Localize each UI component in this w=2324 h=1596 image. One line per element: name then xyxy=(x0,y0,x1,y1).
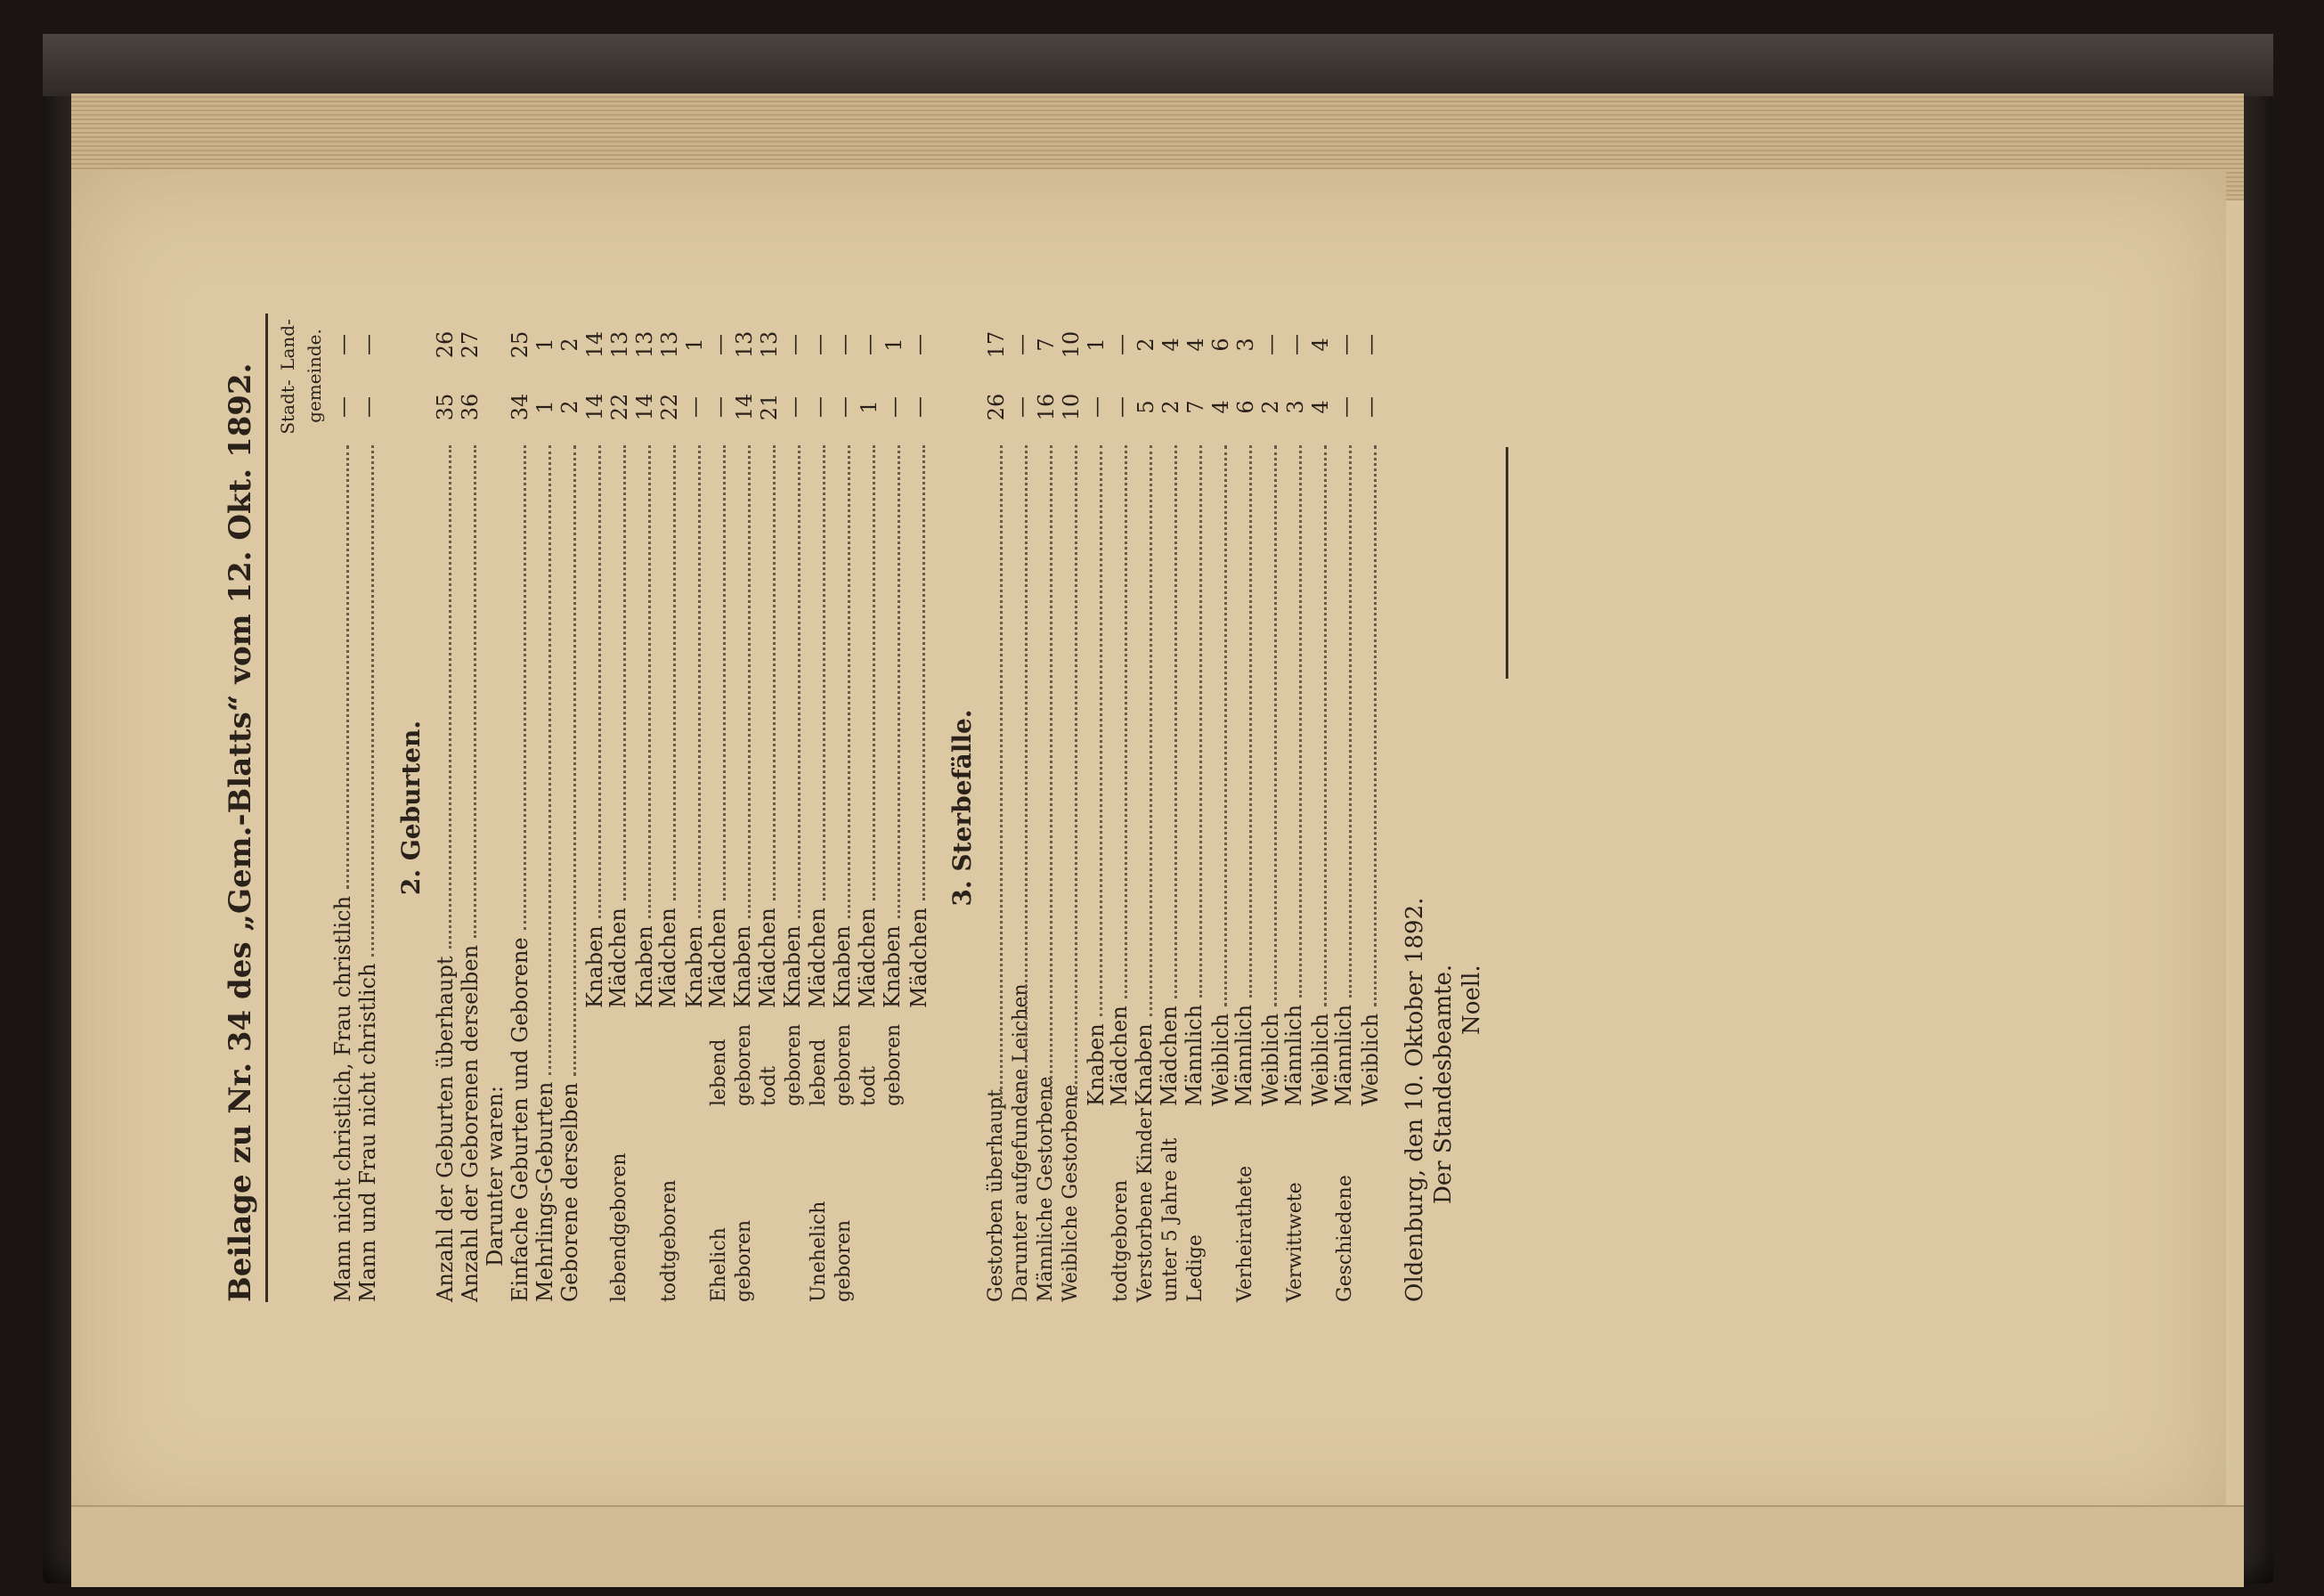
value-stadt: 6 xyxy=(1233,400,1258,414)
table-row xyxy=(632,314,657,1302)
section-deaths-title: 3. Sterbefälle. xyxy=(947,709,977,907)
value-stadt: 22 xyxy=(607,393,632,421)
row-label xyxy=(855,908,882,1302)
value-stadt: — xyxy=(330,396,355,418)
value-land: — xyxy=(1109,334,1134,355)
signature-date: Oldenburg, den 10. Oktober 1892. xyxy=(1402,897,1428,1302)
value-stadt: 26 xyxy=(984,393,1009,421)
row-subgroup-label: todt xyxy=(857,1065,880,1106)
value-stadt: 10 xyxy=(1059,393,1084,421)
row-item-label: Anzahl der Geborenen derselben xyxy=(458,944,483,1302)
value-land: 13 xyxy=(657,330,682,359)
value-land: 1 xyxy=(682,338,707,352)
dot-leader xyxy=(1299,445,1302,998)
table-row xyxy=(782,314,807,1302)
value-stadt: 22 xyxy=(657,393,682,421)
table-row xyxy=(707,314,732,1302)
row-label xyxy=(906,908,931,1302)
value-stadt: 35 xyxy=(433,393,458,421)
dot-leader xyxy=(1324,445,1327,1006)
row-item-label: Mann nicht christlich, Frau christlich xyxy=(330,895,355,1302)
row-group-label: Verheirathete xyxy=(1234,1165,1256,1302)
value-land: 25 xyxy=(508,330,532,359)
dot-leader xyxy=(698,445,701,918)
row-label xyxy=(682,925,707,1302)
value-stadt: — xyxy=(1358,396,1383,418)
row-group-label: Weibliche Gestorbene xyxy=(1060,1084,1082,1302)
row-item-label: Knaben xyxy=(880,925,905,1008)
row-label xyxy=(830,925,857,1302)
value-land: — xyxy=(1283,334,1308,355)
value-stadt: — xyxy=(355,396,380,418)
value-land: 13 xyxy=(732,330,757,359)
row-label xyxy=(508,937,532,1302)
value-land: 14 xyxy=(582,330,607,359)
row-group-label: Ledige xyxy=(1184,1234,1207,1302)
dot-leader xyxy=(449,445,451,949)
row-item-label: Mädchen xyxy=(755,908,780,1008)
dot-leader xyxy=(598,445,601,918)
value-land: — xyxy=(1358,334,1383,355)
value-stadt: 14 xyxy=(582,393,607,421)
row-item-label: Männlich xyxy=(1331,1004,1356,1106)
value-stadt: 3 xyxy=(1283,400,1308,414)
value-land: 6 xyxy=(1208,338,1233,352)
table-row xyxy=(1158,314,1183,1302)
value-stadt: 36 xyxy=(458,393,483,421)
value-stadt: — xyxy=(1084,396,1109,418)
dot-leader xyxy=(1224,445,1227,1006)
row-label xyxy=(755,908,782,1302)
row-item-label: Mädchen xyxy=(906,908,931,1008)
value-stadt: 2 xyxy=(1158,400,1183,414)
row-label xyxy=(632,925,657,1302)
row-label xyxy=(1157,1006,1183,1302)
row-label xyxy=(1208,1014,1233,1302)
dot-leader xyxy=(1050,445,1052,1099)
row-subgroup-label: geboren xyxy=(833,1023,855,1106)
table-row xyxy=(682,314,707,1302)
row-subgroup-label: geboren xyxy=(783,1023,805,1106)
value-stadt: 16 xyxy=(1034,393,1059,421)
signature-office: Der Standesbeamte. xyxy=(1430,964,1457,1204)
row-group-label: geboren xyxy=(833,1219,855,1302)
value-stadt: 1 xyxy=(532,400,557,414)
value-land: 1 xyxy=(1084,338,1109,352)
value-land: — xyxy=(1009,334,1034,355)
dot-leader xyxy=(823,445,825,900)
row-item-label: Weiblich xyxy=(1208,1013,1233,1106)
row-group-label: unter 5 Jahre alt xyxy=(1159,1137,1182,1302)
row-item-label: Mädchen xyxy=(805,908,830,1008)
table-row xyxy=(657,314,682,1302)
row-item-label: Mädchen xyxy=(1107,1006,1132,1106)
value-stadt: — xyxy=(707,396,732,418)
value-stadt: 1 xyxy=(857,400,882,414)
dot-leader xyxy=(1075,445,1077,1099)
row-group-label: Geschiedene xyxy=(1334,1175,1356,1302)
dot-leader xyxy=(748,445,751,918)
row-item-label: Knaben xyxy=(682,925,707,1008)
page-header: Beilage zu Nr. 34 des „Gem.-Blatts“ vom 12. Okt. 1892. xyxy=(223,314,268,1302)
section-births-title: 2. Geburten. xyxy=(396,720,426,896)
row-item-label: Männlich xyxy=(1182,1004,1207,1106)
table-row xyxy=(1059,314,1084,1302)
value-land: — xyxy=(1258,334,1283,355)
row-label xyxy=(330,896,355,1302)
dot-leader xyxy=(1249,445,1252,998)
dot-leader xyxy=(524,445,526,930)
darunter-label: Darunter waren: xyxy=(483,1086,508,1266)
row-group-label: Verstorbene Kinder xyxy=(1134,1108,1157,1302)
row-item-label: Mädchen xyxy=(705,908,730,1008)
value-stadt: 5 xyxy=(1134,400,1158,414)
table-row xyxy=(1283,314,1308,1302)
table-row xyxy=(1034,314,1059,1302)
value-land: 27 xyxy=(458,330,483,359)
row-item-label: Männlich xyxy=(1281,1004,1306,1106)
table-row xyxy=(433,314,458,1302)
dot-leader xyxy=(1174,445,1177,998)
row-label xyxy=(1007,983,1034,1302)
document-body xyxy=(223,314,1508,1302)
deaths-rows xyxy=(984,314,1383,1302)
row-label xyxy=(982,1089,1009,1302)
row-label xyxy=(1132,1023,1158,1302)
value-land: 2 xyxy=(557,338,582,352)
births-rows-2 xyxy=(508,314,582,1302)
dot-leader xyxy=(1349,445,1352,998)
table-row xyxy=(1233,314,1258,1302)
value-land: 4 xyxy=(1308,338,1333,352)
value-land: 13 xyxy=(607,330,632,359)
dot-leader xyxy=(798,445,800,918)
value-land: — xyxy=(782,334,807,355)
row-item-label: Weiblich xyxy=(1358,1013,1383,1106)
value-stadt: — xyxy=(832,396,857,418)
row-item-label: Weiblich xyxy=(1258,1013,1283,1106)
row-group-label: todtgeboren xyxy=(1109,1179,1132,1302)
row-item-label: Männlich xyxy=(1231,1004,1256,1106)
value-land: — xyxy=(857,334,882,355)
row-label xyxy=(1084,1023,1109,1302)
row-item-label: Knaben xyxy=(780,925,805,1008)
value-stadt: — xyxy=(682,396,707,418)
row-label xyxy=(458,945,483,1302)
table-row xyxy=(984,314,1009,1302)
value-stadt: 21 xyxy=(757,393,782,421)
value-land: — xyxy=(1333,334,1358,355)
row-label xyxy=(1182,1005,1208,1302)
row-group-label: Ehelich xyxy=(708,1227,730,1302)
row-label xyxy=(880,925,906,1302)
row-label xyxy=(705,908,732,1302)
dot-leader xyxy=(371,445,374,957)
dot-leader xyxy=(898,445,900,918)
row-item-label: Knaben xyxy=(730,925,755,1008)
row-label xyxy=(730,925,757,1302)
table-row xyxy=(1358,314,1383,1302)
value-land: 17 xyxy=(984,330,1009,359)
dot-leader xyxy=(922,445,925,900)
births-breakdown xyxy=(582,314,931,1302)
row-label xyxy=(605,908,632,1302)
value-stadt: 34 xyxy=(508,393,532,421)
table-row xyxy=(757,314,782,1302)
dot-leader xyxy=(773,445,776,900)
dot-leader xyxy=(648,445,651,918)
value-stadt: 4 xyxy=(1208,400,1233,414)
value-land: 3 xyxy=(1233,338,1258,352)
dot-leader xyxy=(573,445,576,1076)
value-land: — xyxy=(807,334,832,355)
row-group-label: Verwittwete xyxy=(1284,1182,1306,1302)
value-land: — xyxy=(906,334,931,355)
row-item-label: Knaben xyxy=(1084,1023,1109,1106)
dot-leader xyxy=(1000,445,1003,1099)
table-row xyxy=(1134,314,1158,1302)
table-row xyxy=(1258,314,1283,1302)
closing-rule xyxy=(1506,447,1508,679)
row-subgroup-label: lebend xyxy=(808,1038,830,1106)
value-stadt: 14 xyxy=(732,393,757,421)
table-row xyxy=(832,314,857,1302)
births-rows xyxy=(433,314,483,1302)
row-label xyxy=(805,908,832,1302)
row-label xyxy=(557,1083,582,1302)
row-label xyxy=(433,957,458,1303)
dot-leader xyxy=(1274,445,1277,1006)
top-rows xyxy=(330,314,380,1302)
dot-leader xyxy=(873,445,875,900)
row-item-label: Mädchen xyxy=(855,908,880,1008)
row-group-label: lebendgeboren xyxy=(608,1152,630,1302)
row-subgroup-label: geboren xyxy=(733,1023,755,1106)
dot-leader xyxy=(723,445,726,900)
value-stadt: 2 xyxy=(557,400,582,414)
column-stadt: Stadt- xyxy=(277,379,298,435)
table-row xyxy=(732,314,757,1302)
dot-leader xyxy=(848,445,850,918)
dot-leader xyxy=(1150,445,1152,1016)
row-label xyxy=(532,1082,557,1302)
signature-name: Noell. xyxy=(1459,965,1485,1035)
row-label xyxy=(1107,1006,1134,1302)
value-land: 7 xyxy=(1034,338,1059,352)
row-item-label: Knaben xyxy=(1132,1023,1157,1106)
value-land: 13 xyxy=(757,330,782,359)
table-row xyxy=(857,314,882,1302)
table-row xyxy=(1333,314,1358,1302)
value-land: 1 xyxy=(532,338,557,352)
row-subgroup-label: geboren xyxy=(882,1023,905,1106)
row-item-label: Geborene derselben xyxy=(557,1082,582,1302)
value-land: — xyxy=(832,334,857,355)
value-stadt: — xyxy=(782,396,807,418)
table-row xyxy=(557,314,582,1302)
row-group-label: geboren xyxy=(733,1219,755,1302)
column-headers xyxy=(277,314,298,1302)
column-headers-sub xyxy=(304,314,325,1302)
value-land: 2 xyxy=(1134,338,1158,352)
table-row xyxy=(355,314,380,1302)
table-row xyxy=(532,314,557,1302)
row-label xyxy=(1057,1084,1084,1302)
dot-leader xyxy=(1374,445,1377,1006)
row-item-label: Mädchen xyxy=(605,908,630,1008)
value-stadt: 7 xyxy=(1183,400,1208,414)
value-stadt: — xyxy=(1333,396,1358,418)
column-gemeinde: gemeinde. xyxy=(304,329,325,423)
dot-leader xyxy=(474,445,476,938)
table-row xyxy=(807,314,832,1302)
row-item-label: Mehrlings-Geburten xyxy=(532,1081,557,1302)
row-label xyxy=(1281,1005,1308,1302)
row-label xyxy=(582,925,607,1302)
row-item-label: Knaben xyxy=(632,925,657,1008)
row-item-label: Anzahl der Geburten überhaupt xyxy=(433,956,458,1302)
value-land: 26 xyxy=(433,330,458,359)
table-row xyxy=(1084,314,1109,1302)
dot-leader xyxy=(1025,445,1028,1099)
column-land: Land- xyxy=(277,319,298,370)
table-row xyxy=(906,314,931,1302)
row-label xyxy=(355,964,380,1302)
table-row xyxy=(1308,314,1333,1302)
value-land: 10 xyxy=(1059,330,1084,359)
value-stadt: — xyxy=(882,396,906,418)
dot-leader xyxy=(623,445,626,900)
table-row xyxy=(330,314,355,1302)
row-item-label: Mann und Frau nicht christlich xyxy=(355,963,380,1302)
row-item-label: Knaben xyxy=(830,925,855,1008)
table-row xyxy=(1183,314,1208,1302)
table-row xyxy=(1009,314,1034,1302)
value-stadt: — xyxy=(807,396,832,418)
row-label xyxy=(655,908,682,1302)
value-stadt: — xyxy=(1109,396,1134,418)
dot-leader xyxy=(346,445,349,889)
value-land: — xyxy=(355,334,380,355)
table-row xyxy=(582,314,607,1302)
value-stadt: 14 xyxy=(632,393,657,421)
value-land: — xyxy=(707,334,732,355)
value-land: 1 xyxy=(882,338,906,352)
row-group-label: Männliche Gestorbene xyxy=(1035,1076,1057,1302)
value-stadt: 4 xyxy=(1308,400,1333,414)
table-row xyxy=(508,314,532,1302)
row-group-label: todtgeboren xyxy=(658,1179,680,1302)
row-item-label: Einfache Geburten und Geborene xyxy=(508,937,532,1302)
table-row xyxy=(882,314,906,1302)
table-row xyxy=(607,314,632,1302)
row-label xyxy=(1032,1076,1059,1302)
row-item-label: Knaben xyxy=(582,925,607,1008)
table-row xyxy=(1109,314,1134,1302)
dot-leader xyxy=(673,445,676,900)
value-land: — xyxy=(330,334,355,355)
row-label xyxy=(1308,1014,1333,1302)
value-land: 4 xyxy=(1183,338,1208,352)
row-item-label: Weiblich xyxy=(1308,1013,1333,1106)
value-land: 4 xyxy=(1158,338,1183,352)
dot-leader xyxy=(1125,445,1127,998)
row-group-label: Gestorben überhaupt xyxy=(985,1089,1007,1302)
value-stadt: — xyxy=(906,396,931,418)
value-stadt: 2 xyxy=(1258,400,1283,414)
row-group-label: Darunter aufgefundene Leichen xyxy=(1010,983,1032,1302)
row-subgroup-label: lebend xyxy=(708,1038,730,1106)
row-subgroup-label: todt xyxy=(758,1065,780,1106)
row-label xyxy=(1231,1005,1258,1302)
value-land: 13 xyxy=(632,330,657,359)
dot-leader xyxy=(548,445,551,1075)
row-item-label: Mädchen xyxy=(655,908,680,1008)
row-label xyxy=(780,925,807,1302)
row-label xyxy=(1331,1005,1358,1302)
value-stadt: — xyxy=(1009,396,1034,418)
row-item-label: Mädchen xyxy=(1157,1006,1182,1106)
row-label xyxy=(1358,1014,1383,1302)
table-row xyxy=(1208,314,1233,1302)
signature-block xyxy=(1401,314,1486,1302)
dot-leader xyxy=(1100,445,1102,1016)
dot-leader xyxy=(1199,445,1202,998)
row-label xyxy=(1258,1014,1283,1302)
row-group-label: Unehelich xyxy=(808,1201,830,1302)
table-row xyxy=(458,314,483,1302)
